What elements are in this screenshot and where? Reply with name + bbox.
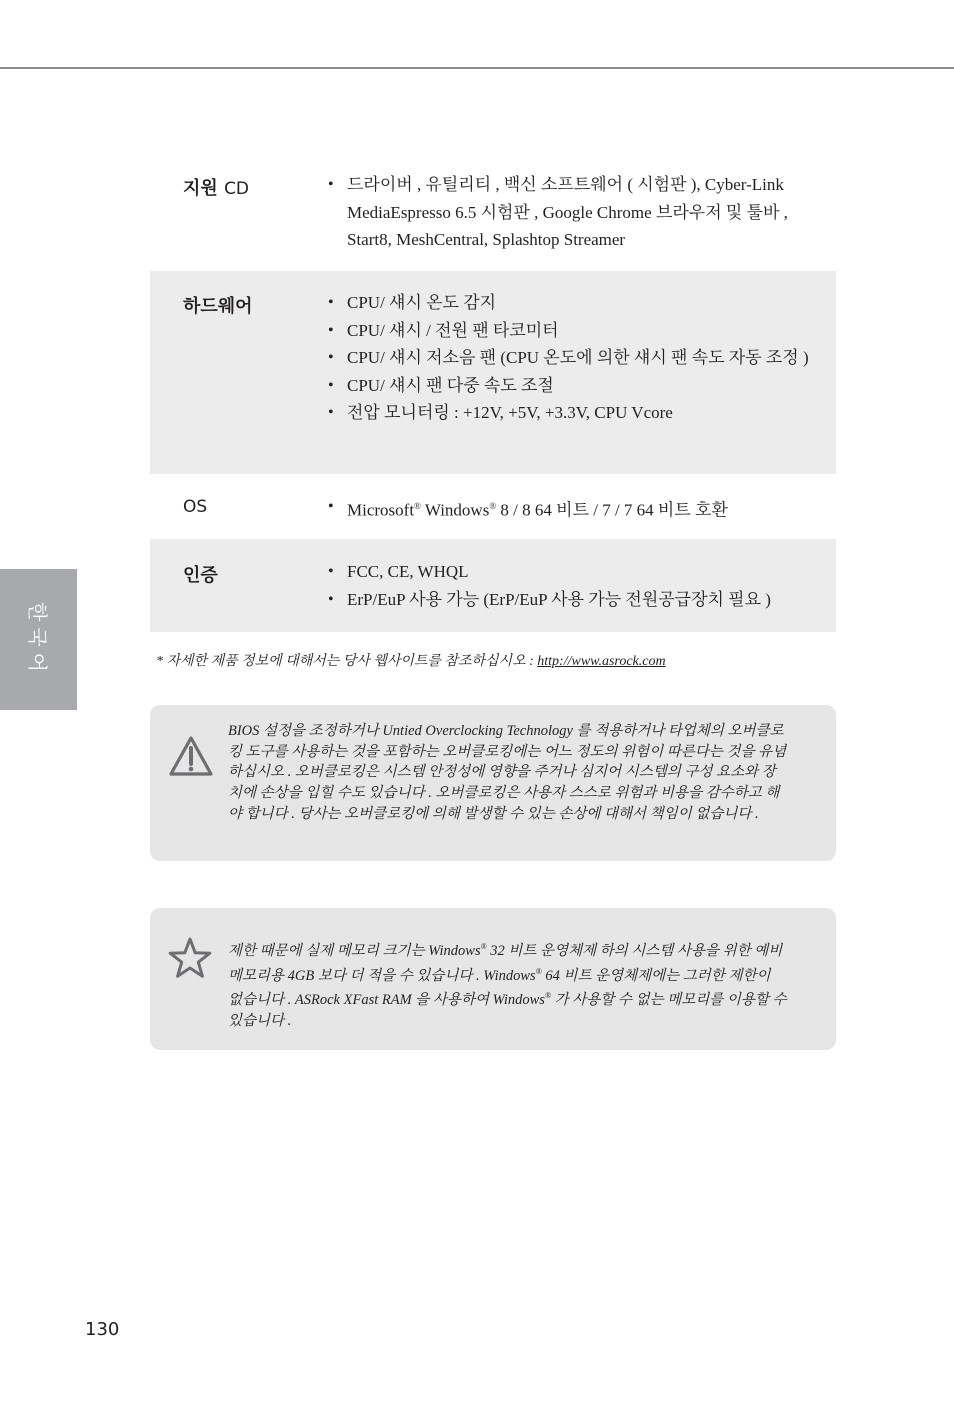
spec-values <box>315 558 836 632</box>
spec-item: • CPU/ 섀시 / 전원 팬 타코미터 <box>315 317 818 345</box>
star-icon <box>167 936 213 980</box>
spec-row-support-cd <box>150 157 836 271</box>
spec-label <box>150 289 315 474</box>
side-tab-label: 한국어 <box>25 601 49 678</box>
warning-triangle-icon <box>167 734 215 778</box>
spec-item: • CPU/ 섀시 팬 다중 속도 조절 <box>315 372 818 400</box>
language-side-tab <box>0 569 77 710</box>
star-notice <box>150 908 836 1050</box>
spec-values <box>315 171 836 271</box>
footnote-text: * 자세한 제품 정보에 대해서는 당사 웹사이트를 참조하십시오 : <box>156 654 538 669</box>
spec-table <box>150 157 836 632</box>
spec-row-os <box>150 474 836 539</box>
spec-item: • CPU/ 섀시 저소음 팬 (CPU 온도에 의한 섀시 팬 속도 자동 조정 ) <box>315 344 818 372</box>
header-rule <box>0 67 954 69</box>
footnote <box>156 650 666 670</box>
spec-item: • 전압 모니터링 : +12V, +5V, +3.3V, CPU Vcore <box>315 399 818 427</box>
spec-item-os: • Microsoft® Windows® 8 / 8 64 비트 / 7 / 7 64 비트 호환 <box>315 493 818 524</box>
spec-label <box>150 558 315 632</box>
page-number: 130 <box>85 1319 120 1340</box>
spec-label-bold: 인증 <box>183 565 218 586</box>
spec-row-hardware <box>150 271 836 474</box>
spec-label <box>150 171 315 271</box>
memory-notice-text: 제한 때문에 실제 메모리 크기는 Windows® 32 비트 운영체제 하의 시스템 사용을 위한 예비 메모리용 4GB 보다 더 적을 수 있습니다 . Windows® 64 비트 운영체제에는 그러한 제한이 없습니다 . ASRock XFast RAM 을 사용하여 Windows® 가 사용할 수 없는 메모리를 이용할 수 있습니다 . <box>228 942 787 1029</box>
spec-item: • 드라이버 , 유틸리티 , 백신 소프트웨어 ( 시험판 ), Cyber-Link MediaEspresso 6.5 시험판 , Google Chrome 브라우저 및 툴바 , Start8, MeshCentral, Splashtop Streamer <box>315 171 818 254</box>
warning-text: BIOS 설정을 조정하거나 Untied Overclocking Technology 를 적용하거나 타업체의 오버클로킹 도구를 사용하는 것을 포함하는 오버클로킹에는 어느 정도의 위험이 따른다는 것을 유념하십시오 . 오버클로킹은 시스템 안정성에 영향을 주거나 심지어 시스템의 구성 요소와 장치에 손상을 입힐 수도 있습니다 . 오버클로킹은 사용자 스스로 위험과 비용을 감수하고 해야 합니다 . 당사는 오버클로킹에 의해 발생할 수 있는 손상에 대해서 책임이 없습니다 . <box>228 723 787 822</box>
warning-notice <box>150 705 836 861</box>
spec-values <box>315 493 836 539</box>
spec-row-certifications <box>150 539 836 632</box>
spec-values <box>315 289 836 474</box>
spec-item: • ErP/EuP 사용 가능 (ErP/EuP 사용 가능 전원공급장치 필요 ) <box>315 586 818 614</box>
spec-label-plain: CD <box>224 179 250 199</box>
spec-label-plain: OS <box>183 497 208 517</box>
spec-item: • CPU/ 섀시 온도 감지 <box>315 289 818 317</box>
spec-label <box>150 493 315 539</box>
spec-label-bold: 지원 <box>183 178 218 199</box>
spec-item: • FCC, CE, WHQL <box>315 558 818 586</box>
website-link[interactable]: http://www.asrock.com <box>537 654 666 669</box>
spec-label-bold: 하드웨어 <box>183 296 253 317</box>
